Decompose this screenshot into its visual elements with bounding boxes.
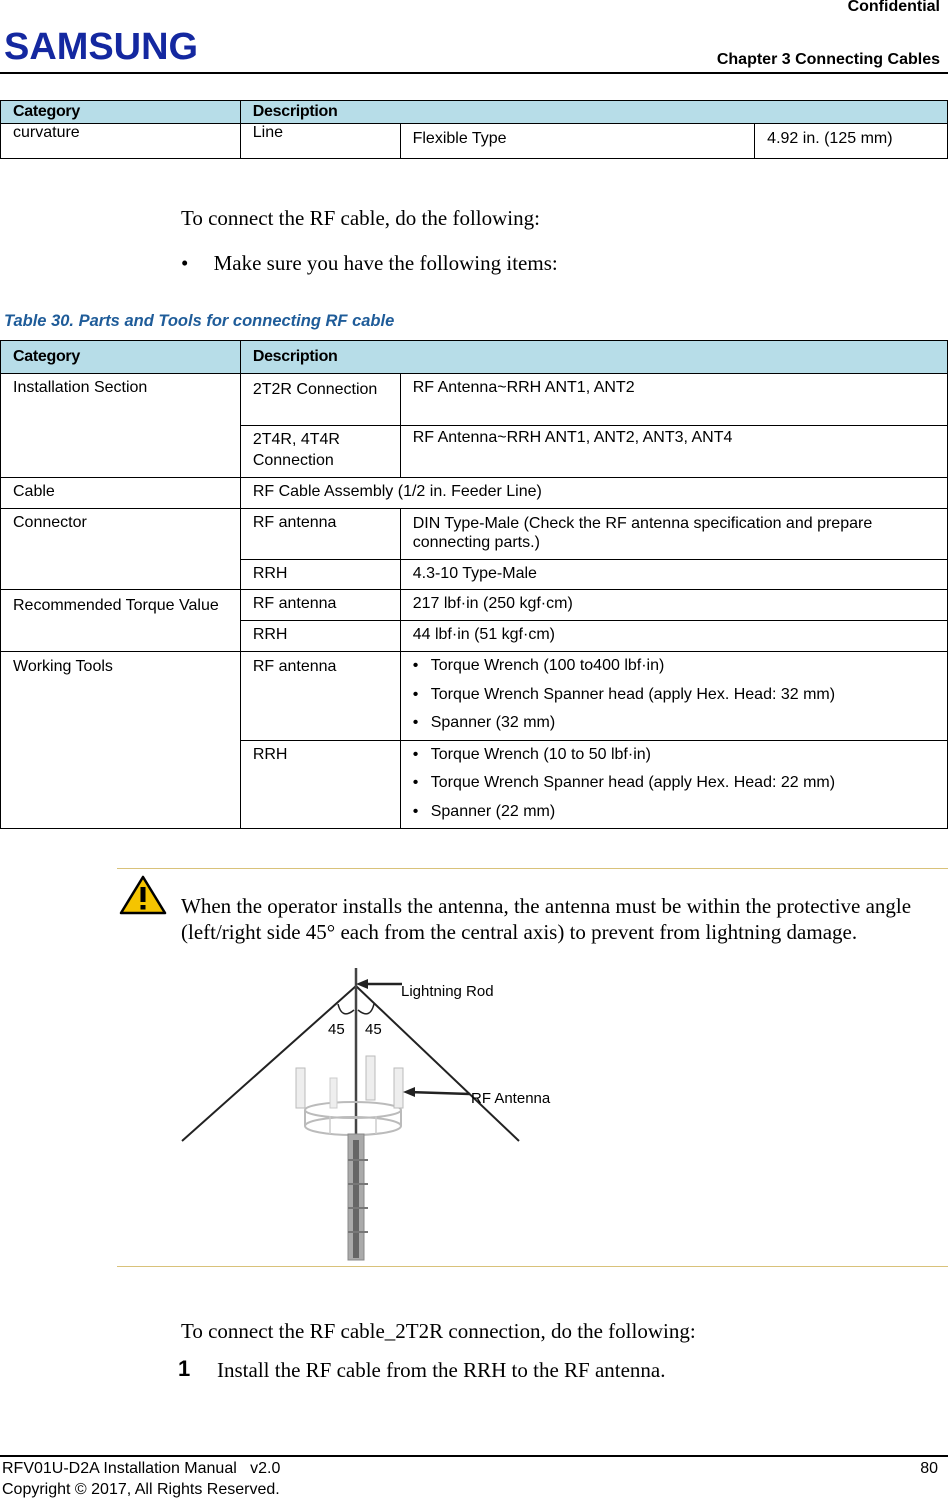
antenna-callout-arrowhead: [403, 1087, 415, 1097]
page-number: 80: [920, 1460, 938, 1477]
header-description: Description: [240, 341, 947, 374]
spec-table-continued: [0, 100, 948, 159]
parts-tools-table: [0, 340, 948, 829]
chapter-title: Chapter 3 Connecting Cables: [716, 51, 940, 68]
footer-manual: RFV01U-D2A Installation Manual v2.0: [2, 1460, 281, 1477]
cell-connector-rrh-value: 4.3-10 Type-Male: [400, 560, 947, 590]
table-caption: Table 30. Parts and Tools for connecting RF cable: [4, 312, 395, 330]
list-item: • Torque Wrench (10 to 50 lbf·in): [427, 741, 935, 770]
cell-2t4r-label: 2T4R, 4T4R Connection: [240, 426, 400, 478]
warning-text: When the operator installs the antenna, the antenna must be within the protective angle (left/right side 45° each from the central axis) to prevent from lightning damage.: [181, 894, 912, 944]
table-row: [1, 652, 948, 741]
cell-rrh: RRH: [240, 740, 400, 829]
list-item: • Torque Wrench Spanner head (apply Hex. Head: 22 mm): [427, 769, 935, 798]
tools-rrh-list: [413, 741, 935, 827]
label-rf-antenna: RF Antenna: [471, 1090, 551, 1107]
cell-tools-rf: [400, 652, 947, 741]
table-row: [1, 124, 948, 159]
samsung-logo: [4, 28, 200, 64]
warning-top-rule: [117, 868, 948, 869]
cell-cable-value: RF Cable Assembly (1/2 in. Feeder Line): [240, 478, 947, 509]
svg-text:SAMSUNG: SAMSUNG: [4, 28, 198, 64]
angle-label-right: 45: [365, 1021, 382, 1038]
cell-type: Line: [240, 124, 400, 159]
cell-2t2r-label: 2T2R Connection: [240, 374, 400, 426]
tower-illustration: [296, 1056, 403, 1260]
cell-rrh: RRH: [240, 621, 400, 652]
table-row: [1, 509, 948, 560]
angle-label-left: 45: [328, 1021, 345, 1038]
bullet-dot: •: [181, 251, 189, 275]
antenna-callout-line: [408, 1092, 470, 1094]
intro-bullet-text: Make sure you have the following items:: [213, 251, 558, 275]
label-lightning-rod: Lightning Rod: [401, 983, 494, 1000]
table-row: [1, 478, 948, 509]
list-item: • Torque Wrench (100 to400 lbf·in): [427, 652, 935, 681]
confidential-label: Confidential: [847, 0, 940, 15]
angle-arc-right: [358, 1004, 374, 1014]
cell-rf-antenna: RF antenna: [240, 509, 400, 560]
intro-bullet: [181, 251, 558, 276]
cell-connector: Connector: [1, 509, 241, 590]
cell-2t4r-value: RF Antenna~RRH ANT1, ANT2, ANT3, ANT4: [400, 426, 947, 478]
table-header-row: [1, 341, 948, 374]
cell-value: 4.92 in. (125 mm): [755, 124, 948, 159]
lightning-protection-figure: [170, 960, 590, 1265]
warning-bottom-rule: [117, 1266, 948, 1267]
step-intro: To connect the RF cable_2T2R connection, do the following:: [181, 1319, 696, 1343]
cell-cable: Cable: [1, 478, 241, 509]
tools-rf-list: [413, 652, 935, 738]
cell-rf-antenna: RF antenna: [240, 590, 400, 621]
cell-category: curvature: [1, 124, 241, 159]
cell-installation-section: Installation Section: [1, 374, 241, 478]
step-number: 1: [178, 1356, 191, 1381]
list-item: • Torque Wrench Spanner head (apply Hex. Head: 32 mm): [427, 681, 935, 710]
header-rule: [0, 72, 948, 74]
cell-torque-rrh-value: 44 lbf·in (51 kgf·cm): [400, 621, 947, 652]
cell-connector-rf-value: DIN Type-Male (Check the RF antenna specification and prepare connecting parts.): [400, 509, 947, 560]
header-category: Category: [1, 101, 241, 124]
cell-torque: Recommended Torque Value: [1, 590, 241, 652]
list-item: • Spanner (22 mm): [427, 798, 935, 827]
table-row: [1, 590, 948, 621]
cell-subtype: Flexible Type: [400, 124, 755, 159]
table-header-row: [1, 101, 948, 124]
step-text: Install the RF cable from the RRH to the RF antenna.: [217, 1358, 666, 1382]
cell-tools: Working Tools: [1, 652, 241, 829]
warning-icon: [119, 875, 167, 915]
table-row: [1, 374, 948, 426]
intro-text: To connect the RF cable, do the following:: [181, 206, 540, 230]
cell-torque-rf-value: 217 lbf·in (250 kgf·cm): [400, 590, 947, 621]
angle-arc-left: [338, 1004, 354, 1014]
cell-rrh: RRH: [240, 560, 400, 590]
footer-copyright: Copyright © 2017, All Rights Reserved.: [2, 1481, 280, 1498]
list-item: • Spanner (32 mm): [427, 709, 935, 738]
cell-tools-rrh: [400, 740, 947, 829]
cell-rf-antenna: RF antenna: [240, 652, 400, 741]
cell-2t2r-value: RF Antenna~RRH ANT1, ANT2: [400, 374, 947, 426]
footer-rule: [0, 1455, 948, 1457]
header-category: Category: [1, 341, 241, 374]
header-description: Description: [240, 101, 947, 124]
